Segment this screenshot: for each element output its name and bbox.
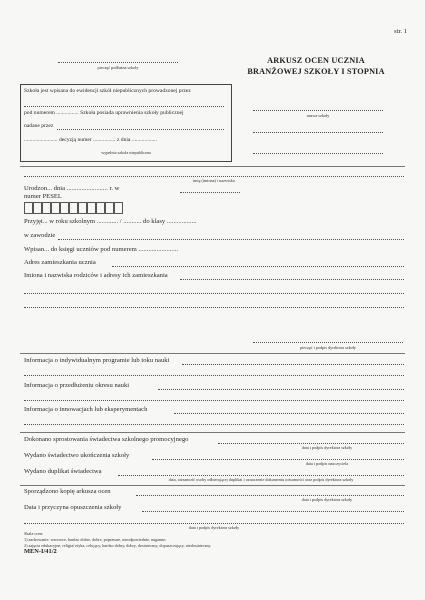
born-label: Urodzon... dnia ......................... r. w	[24, 185, 120, 192]
copy-label: Sporządzono kopię arkusza ocen	[24, 488, 111, 495]
pesel-digit[interactable]	[60, 202, 69, 214]
pesel-digit[interactable]	[69, 202, 78, 214]
student-name-caption: imię (imiona) i nazwisko	[193, 178, 235, 183]
innovations-line2	[24, 424, 404, 425]
page-number: str. 1	[394, 28, 407, 35]
parents-line2	[24, 293, 404, 294]
parents-line1	[180, 279, 404, 280]
admitted-label: Przyjęt... w roku szkolnym ............. / ........... do klasy ..................	[24, 218, 197, 225]
registry-line1: Szkoła jest wpisana do ewidencji szkół niepublicznych prowadzonej przez	[24, 88, 191, 94]
issued-label: Wydano świadectwo ukończenia szkoły	[24, 452, 130, 459]
profession-line	[58, 239, 404, 240]
seal-line	[58, 62, 178, 63]
copy-line	[136, 495, 404, 496]
scale-heading: Skala ocen:	[24, 531, 44, 536]
extension-label: Informacja o przedłużeniu okresu nauki	[24, 382, 130, 389]
pesel-digit[interactable]	[51, 202, 60, 214]
seal-caption: pieczęć podłużna szkoły	[97, 65, 139, 70]
individual-program-line1	[182, 364, 404, 365]
correction-label: Dokonano sprostowania świadectwa szkolnego promocyjnego	[24, 436, 189, 443]
pesel-digit[interactable]	[33, 202, 42, 214]
registry-number-label: Wpisan... do księgi uczniów pod numerem ........................	[24, 246, 179, 253]
duplicate-label: Wydano duplikat świadectwa	[24, 468, 102, 475]
form-title-line1: ARKUSZ OCEN UCZNIA	[267, 56, 365, 65]
leaving-line1	[142, 511, 404, 512]
form-title-line2: BRANŻOWEJ SZKOŁY I STOPNIA	[247, 67, 385, 76]
innovations-label: Informacja o innowacjach lub eksperymentach	[24, 406, 148, 413]
leaving-line2	[24, 523, 404, 524]
registry-box	[20, 84, 232, 162]
scale-item-2: 2) zajęcia edukacyjne, religia/ etyka, celujący, bardzo dobry, dobry, dostateczny, dopuszczający, niedostateczny.	[24, 543, 212, 548]
school-name-line-3	[253, 153, 383, 154]
profession-label: w zawodzie	[24, 232, 56, 239]
form-code: MEN-I/41/2	[24, 548, 57, 555]
pesel-digit[interactable]	[87, 202, 96, 214]
pesel-digit[interactable]	[96, 202, 105, 214]
school-name-line	[253, 110, 383, 111]
director-signature-caption: pieczęć i podpis dyrektora szkoły	[299, 345, 357, 350]
pesel-digit[interactable]	[42, 202, 51, 214]
individual-program-line2	[24, 375, 404, 376]
school-name-caption: nazwa szkoły	[306, 113, 330, 118]
parents-label: Imiona i nazwiska rodziców i adresy ich zamieszkania	[24, 272, 168, 279]
leaving-caption: data i podpis dyrektora szkoły	[188, 525, 240, 530]
pesel-digit[interactable]	[24, 202, 33, 214]
correction-line	[218, 443, 404, 444]
registry-dots2	[57, 129, 224, 130]
born-place-line	[180, 192, 240, 193]
copy-caption: data i podpis dyrektora szkoły	[301, 497, 353, 502]
leaving-label: Data i przyczyna opuszczenia szkoły	[24, 504, 122, 511]
pesel-digit[interactable]	[105, 202, 114, 214]
registry-dots1	[24, 106, 224, 107]
innovations-line1	[174, 413, 404, 414]
extension-line1	[158, 389, 404, 390]
address-label: Adres zamieszkania ucznia	[24, 259, 96, 266]
registry-line4: ........................ decyzją numer ................ z dnia ..................	[24, 137, 157, 143]
pesel-digit[interactable]	[78, 202, 87, 214]
duplicate-line	[118, 475, 404, 476]
address-line	[112, 266, 404, 267]
issued-line	[152, 459, 404, 460]
registry-line3: nadane przez	[24, 123, 54, 129]
pesel-digit[interactable]	[114, 202, 123, 214]
pesel-label: numer PESEL	[24, 193, 62, 200]
extension-line2	[24, 400, 404, 401]
duplicate-caption: data, tożsamość osoby odbierającej duplikat i oznaczenie dokumentu tożsamości oraz podpis dyrektora szkoły	[168, 477, 354, 482]
school-name-line-2	[253, 132, 383, 133]
registry-caption: wypełnia szkoła niepubliczna	[101, 150, 151, 155]
issued-caption: data i podpis nauczyciela	[305, 461, 349, 466]
correction-caption: data i podpis dyrektora szkoły	[301, 445, 353, 450]
director-signature-line	[253, 342, 403, 343]
registry-line2: pod numerem ................ Szkoła posiada uprawnienia szkoły publicznej	[24, 110, 184, 116]
student-name-line	[24, 176, 404, 177]
individual-program-label: Informacja o indywidualnym programie lub toku nauki	[24, 357, 170, 364]
scale-item-1: 1) zachowanie: wzorowe, bardzo dobre, dobre, poprawne, nieodpowiednie, naganne;	[24, 537, 167, 542]
parents-line3	[24, 307, 404, 308]
